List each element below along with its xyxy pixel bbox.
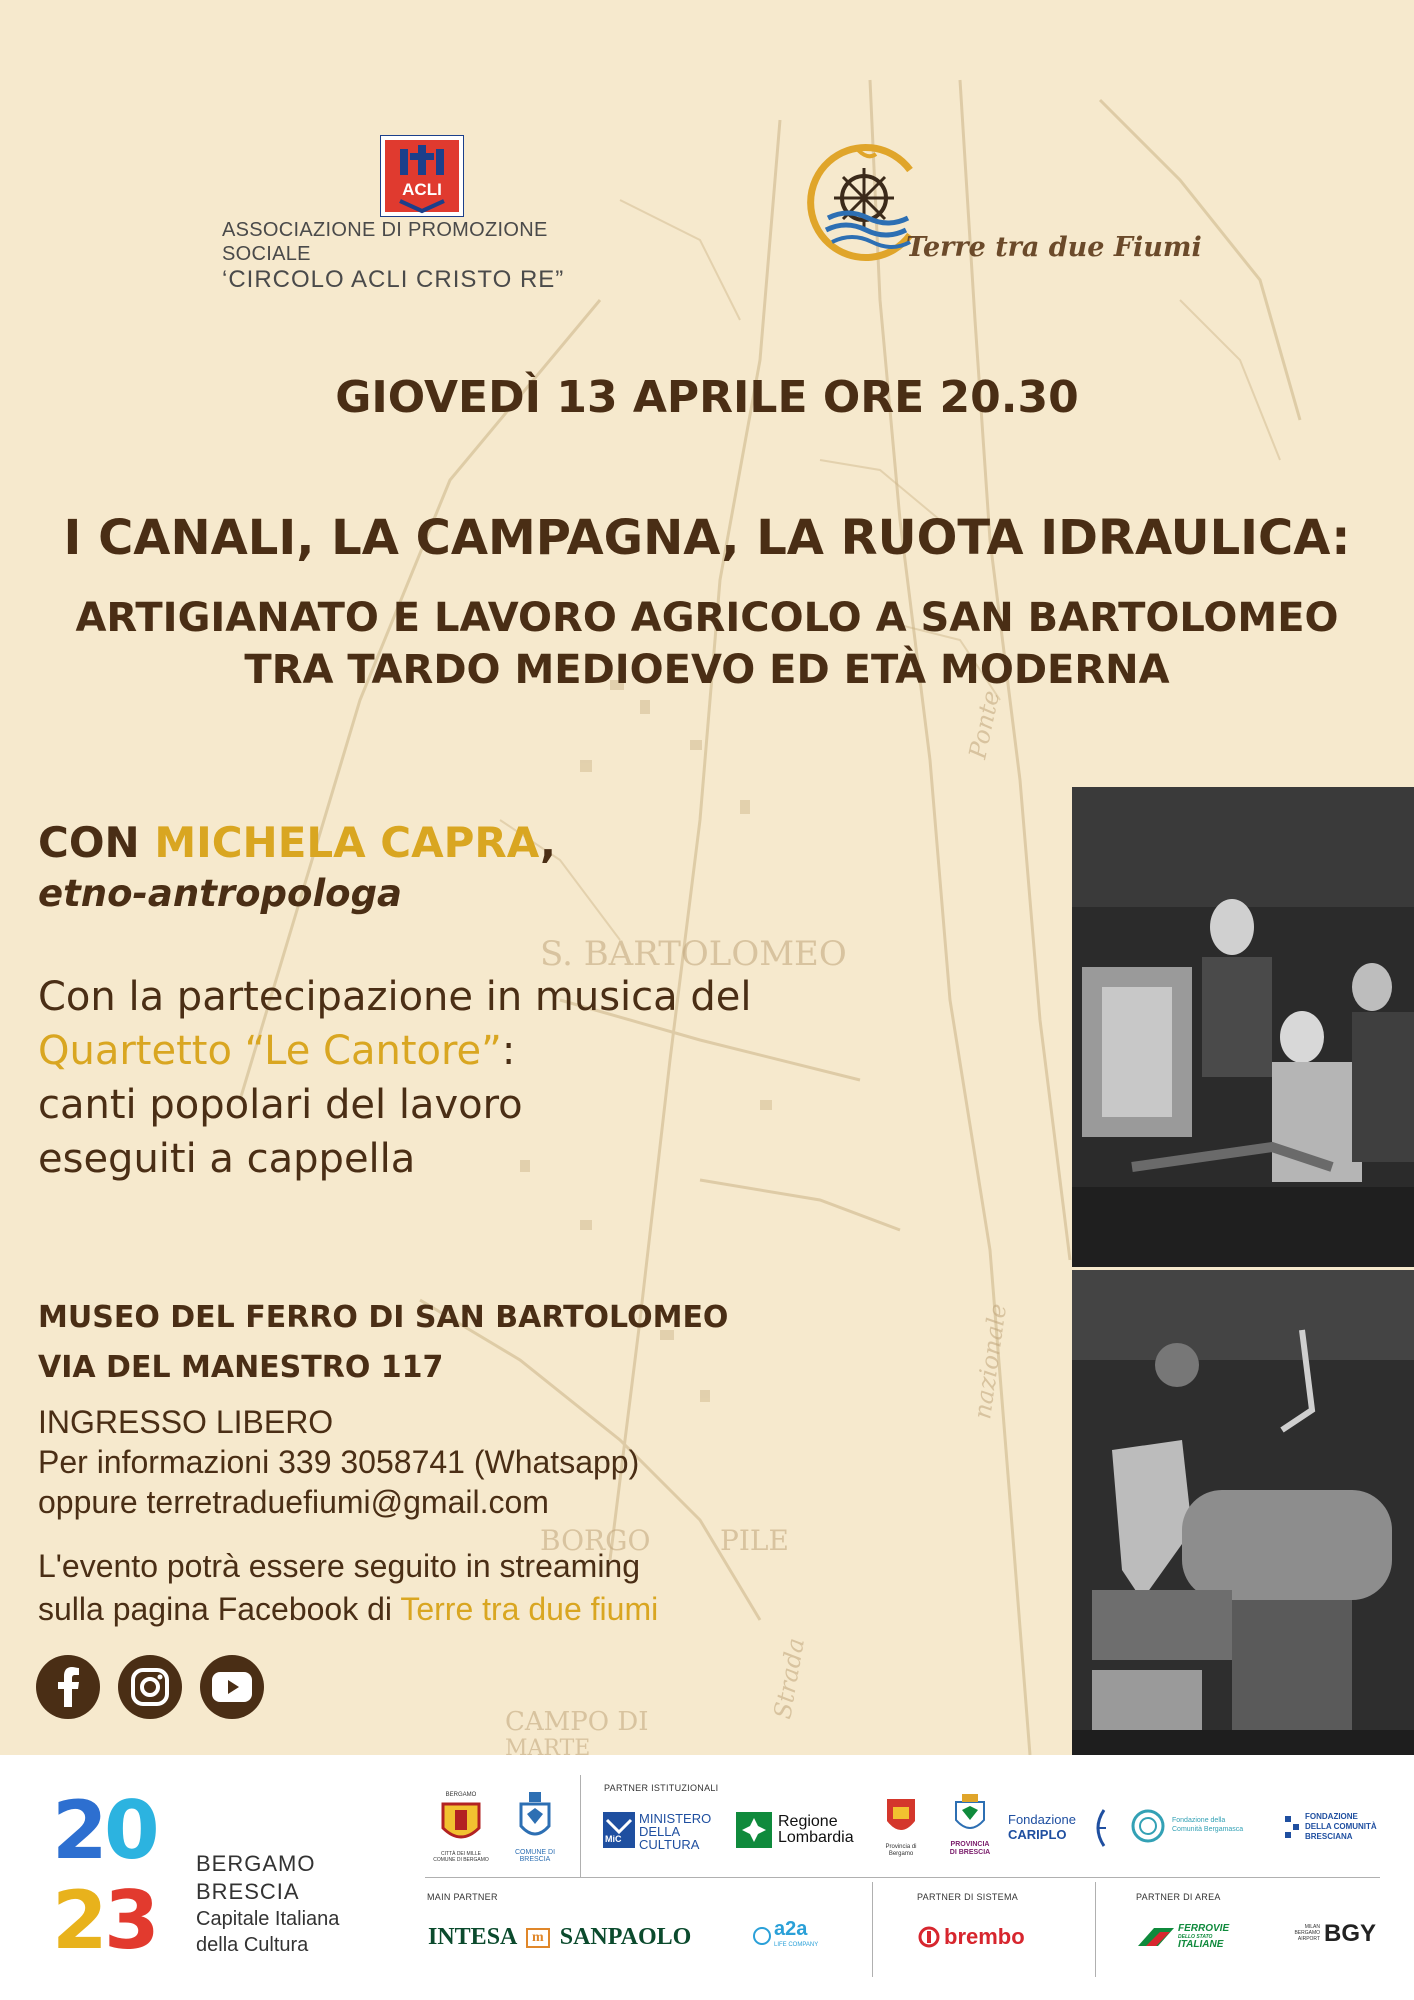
map-label-bartolomeo: S. BARTOLOMEO — [540, 934, 847, 974]
mic-line-3: CULTURA — [639, 1837, 700, 1852]
provincia-brescia-text — [944, 1841, 996, 1857]
event-title-line-2: ARTIGIANATO E LAVORO AGRICOLO A SAN BARTOLOMEO — [75, 595, 1339, 641]
divider — [872, 1882, 873, 1977]
provincia-brescia-crest-icon — [952, 1792, 988, 1836]
venue-address: VIA DEL MANESTRO 117 — [38, 1350, 444, 1385]
fcbs-line-3: BRESCIANA — [1305, 1832, 1353, 1841]
music-line-1: Con la partecipazione in musica del — [38, 974, 752, 1020]
facebook-page-link[interactable]: Terre tra due fiumi — [400, 1591, 659, 1627]
map-label-pile: PILE — [720, 1524, 789, 1557]
mic-line-1: MINISTERO — [639, 1811, 712, 1826]
capital-2023-logo — [52, 1788, 180, 1970]
facebook-icon[interactable] — [36, 1655, 100, 1719]
svg-text:0: 0 — [104, 1788, 160, 1877]
capital-line-2: BRESCIA — [196, 1879, 300, 1904]
bresciana-text — [1305, 1812, 1377, 1842]
mic-text — [639, 1812, 711, 1851]
fcbs-line-1: FONDAZIONE — [1305, 1812, 1358, 1821]
brembo-icon — [918, 1926, 940, 1948]
forge-hammer-photo — [1072, 1270, 1414, 1755]
terre-tra-due-fiumi-name: Terre tra due Fiumi — [906, 232, 1202, 263]
svg-text:2: 2 — [52, 1874, 108, 1967]
stream-line-2 — [38, 1588, 658, 1631]
info-block — [38, 1402, 639, 1522]
provincia-bergamo-logo — [880, 1795, 922, 1858]
prov-bergamo-line-1: Provincia di — [885, 1844, 917, 1850]
capital-line-4: della Cultura — [196, 1934, 309, 1956]
bresciana-icon — [1283, 1814, 1303, 1840]
intesa-left: INTESA — [428, 1924, 517, 1950]
a2a-sub: LIFE COMPANY — [774, 1942, 819, 1948]
fs-line-1: FERROVIE — [1178, 1923, 1230, 1934]
bgy-name: BGY — [1324, 1920, 1377, 1947]
fs-text — [1178, 1924, 1229, 1950]
speaker — [38, 818, 556, 867]
capital-line-1: BERGAMO — [196, 1851, 316, 1876]
provincia-bergamo-text — [880, 1844, 922, 1858]
map-label-ponte: Ponte — [963, 687, 1006, 762]
speaker-prefix: CON — [38, 818, 155, 867]
youtube-icon[interactable] — [200, 1655, 264, 1719]
capital-line-3: Capitale Italiana — [196, 1908, 340, 1930]
comune-brescia-logo — [506, 1790, 564, 1863]
forge-workers-photo — [1072, 787, 1414, 1267]
acli-line-1: ASSOCIAZIONE DI PROMOZIONE SOCIALE — [222, 219, 548, 265]
capital-caption — [196, 1850, 339, 1958]
mic-tag: MiC — [605, 1834, 622, 1844]
acli-line-2: ‘CIRCOLO ACLI CRISTO RE” — [222, 266, 565, 293]
label-partner-area: PARTNER DI AREA — [1136, 1892, 1221, 1902]
fs-line-3: ITALIANE — [1178, 1939, 1224, 1950]
social-icons — [36, 1655, 264, 1719]
event-title-line-1: I CANALI, LA CAMPAGNA, LA RUOTA IDRAULICA: — [63, 510, 1351, 566]
stream-line-1: L'evento potrà essere seguito in streaming — [38, 1548, 641, 1584]
info-email[interactable]: oppure terretraduefiumi@gmail.com — [38, 1484, 549, 1520]
intesa-sanpaolo-logo — [428, 1924, 691, 1951]
divider — [580, 1775, 581, 1877]
map-label-nazionale: nazionale — [968, 1301, 1013, 1421]
bergamasca-text — [1172, 1816, 1243, 1834]
event-title-line-3: TRA TARDO MEDIOEVO ED ETÀ MODERNA — [244, 647, 1170, 693]
bergamo-crest-icon — [439, 1798, 483, 1846]
cariplo-line-1: Fondazione — [1008, 1812, 1076, 1827]
regione-text — [778, 1814, 854, 1846]
a2a-globe-icon — [752, 1926, 772, 1946]
prov-brescia-line-2: DI BRESCIA — [949, 1849, 991, 1856]
map-label-strada: Strada — [768, 1635, 811, 1722]
venue-block — [38, 1293, 728, 1393]
bgy-sub-1: MILAN — [1304, 1924, 1320, 1930]
regione-rose-icon — [736, 1812, 772, 1848]
speaker-role: etno-antropologa — [38, 872, 403, 915]
stream-line-2-prefix: sulla pagina Facebook di — [38, 1591, 401, 1627]
event-subtitle — [0, 592, 1414, 696]
streaming-block — [38, 1545, 658, 1631]
comune-bergamo-logo — [428, 1792, 494, 1863]
brescia-crest-icon — [517, 1790, 553, 1844]
svg-text:3: 3 — [104, 1874, 160, 1967]
label-main-partner: MAIN PARTNER — [427, 1892, 498, 1902]
music-group-suffix: : — [501, 1028, 516, 1074]
music-line-2 — [38, 1024, 752, 1078]
cariplo-line-2: CARIPLO — [1008, 1827, 1067, 1842]
fcb-line-2: Comunità Bergamasca — [1172, 1826, 1244, 1833]
event-date: GIOVEDÌ 13 APRILE ORE 20.30 — [335, 372, 1079, 423]
speaker-name: MICHELA CAPRA — [154, 818, 541, 867]
music-participation — [38, 970, 752, 1186]
info-phone: Per informazioni 339 3058741 (Whatsapp) — [38, 1444, 640, 1480]
fs-line-2: DELLO STATO — [1178, 1934, 1213, 1940]
divider — [1095, 1882, 1096, 1977]
music-line-3: canti popolari del lavoro — [38, 1082, 523, 1128]
acli-logo — [380, 135, 464, 217]
fcbs-line-2: DELLA COMUNITÀ — [1305, 1822, 1377, 1831]
svg-text:2: 2 — [52, 1788, 108, 1877]
comune-bergamo-sub: CITTÀ DEI MILLE — [440, 1851, 481, 1857]
comune-bergamo-top: BERGAMO — [445, 1792, 477, 1798]
label-partner-istituzionali: PARTNER ISTITUZIONALI — [604, 1783, 719, 1793]
comune-bergamo-name: COMUNE DI BERGAMO — [433, 1857, 489, 1863]
a2a-name: a2a — [774, 1918, 808, 1940]
regione-line-2: Lombardia — [778, 1829, 854, 1846]
fondazione-cariplo-logo — [1008, 1812, 1076, 1842]
divider — [425, 1877, 1380, 1878]
label-partner-sistema: PARTNER DI SISTEMA — [917, 1892, 1019, 1902]
instagram-icon[interactable] — [118, 1655, 182, 1719]
mic-line-2: DELLA — [639, 1824, 681, 1839]
bergamasca-circle-icon — [1130, 1808, 1166, 1844]
speaker-suffix: , — [540, 818, 556, 867]
comune-brescia-name: COMUNE DI BRESCIA — [514, 1849, 556, 1863]
prov-bergamo-line-2: Bergamo — [888, 1851, 914, 1857]
acli-logo-text: ACLI — [402, 180, 442, 199]
map-label-borgo: BORGO — [540, 1524, 651, 1557]
provincia-brescia-logo — [944, 1792, 996, 1857]
acli-association-name — [222, 218, 642, 294]
venue-name: MUSEO DEL FERRO DI SAN BARTOLOMEO — [38, 1300, 729, 1335]
entry-text: INGRESSO LIBERO — [38, 1404, 334, 1440]
bgy-sub — [1290, 1924, 1320, 1942]
cariplo-text — [1008, 1812, 1076, 1842]
brembo-name: brembo — [944, 1924, 1025, 1949]
bgy-sub-2: BERGAMO — [1294, 1930, 1320, 1936]
music-line-4: eseguiti a cappella — [38, 1136, 416, 1182]
fcb-line-1: Fondazione della — [1172, 1817, 1226, 1824]
bgy-sub-3: AIRPORT — [1297, 1936, 1320, 1942]
cariplo-swirl-icon — [1090, 1808, 1108, 1848]
regione-line-1: Regione — [778, 1813, 838, 1830]
music-group-name: Quartetto “Le Cantore” — [38, 1028, 502, 1074]
map-label-marte: MARTE — [505, 1736, 591, 1755]
fs-icon — [1136, 1924, 1176, 1950]
provincia-bergamo-crest-icon — [885, 1795, 917, 1839]
intesa-right: SANPAOLO — [559, 1924, 692, 1950]
prov-brescia-line-1: PROVINCIA — [950, 1841, 990, 1848]
intesa-mark: m — [526, 1928, 550, 1948]
map-label-campo: CAMPO DI — [505, 1707, 649, 1737]
